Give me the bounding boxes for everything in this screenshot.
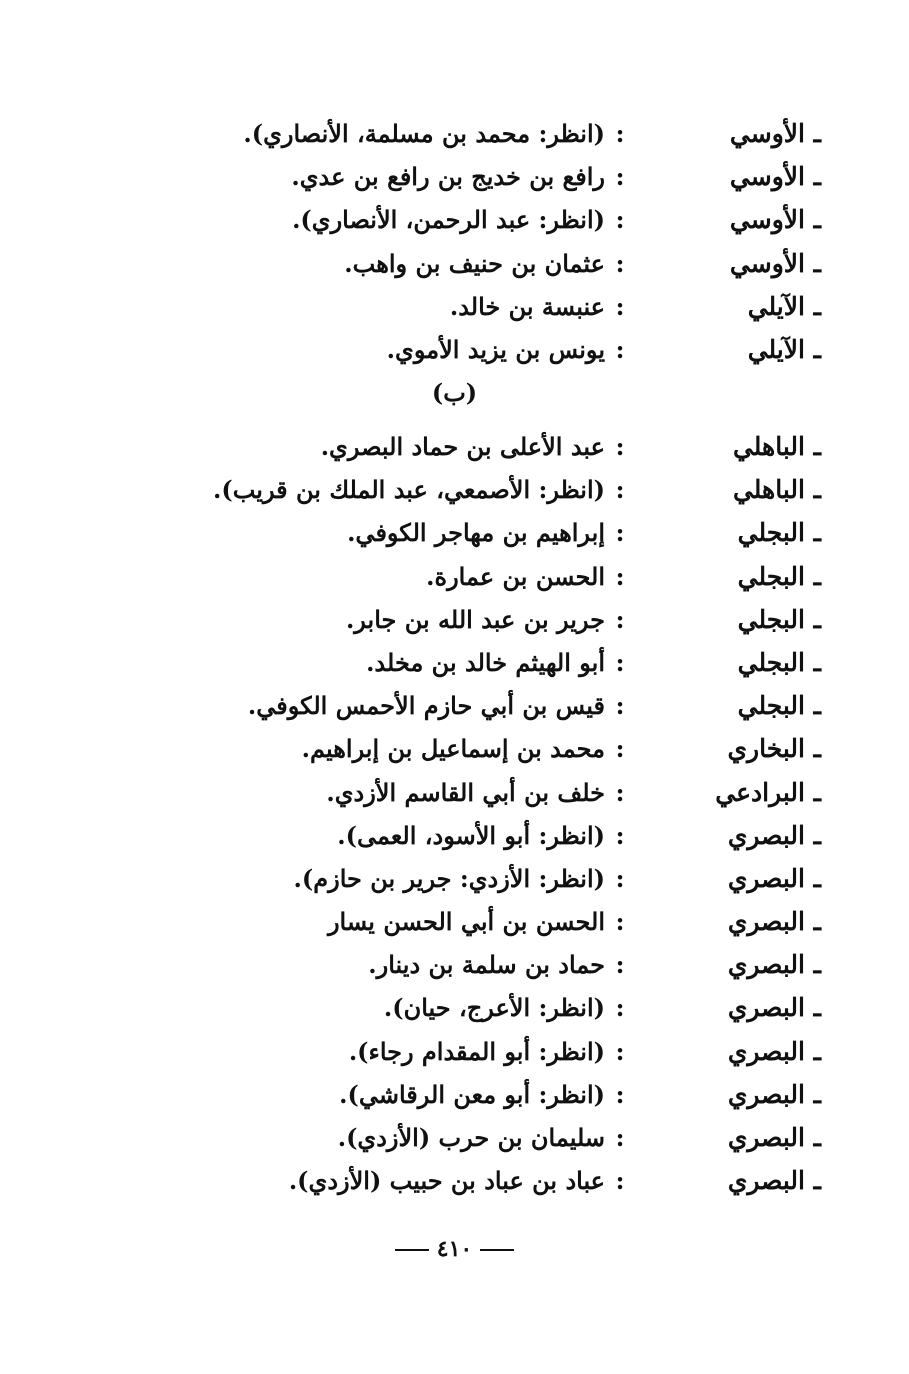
entry-colon: : — [615, 993, 625, 1023]
entry-nisba: ـ البصري — [727, 1123, 821, 1152]
entry-colon: : — [615, 291, 625, 321]
entry-name: (انظر: أبو الأسود، العمى). — [337, 820, 605, 850]
entry-colon: : — [615, 162, 625, 192]
page-number — [0, 1236, 909, 1262]
entry-colon: : — [615, 475, 625, 505]
entry-colon: : — [615, 777, 625, 807]
entry-name: سليمان بن حرب (الأزدي). — [337, 1123, 605, 1152]
entry-colon: : — [615, 1036, 625, 1066]
page-number-dash-left — [395, 1249, 429, 1251]
entry-nisba: ـ الأوسي — [729, 248, 821, 278]
entry-row — [81, 1030, 821, 1073]
entry-nisba: ـ البصري — [727, 950, 821, 980]
entry-row — [81, 1159, 821, 1202]
entry-name: جرير بن عبد الله بن جابر. — [345, 604, 605, 634]
entry-nisba: ـ البخاري — [727, 734, 821, 764]
entry-nisba: ـ البصري — [727, 1079, 821, 1109]
entry-colon: : — [615, 647, 625, 677]
entry-row — [81, 1073, 821, 1116]
entry-row — [81, 771, 821, 814]
entry-row — [81, 155, 821, 198]
entry-colon: : — [615, 604, 625, 634]
entry-colon: : — [615, 248, 625, 278]
entry-row — [81, 641, 821, 684]
entry-row — [81, 242, 821, 285]
entry-colon: : — [615, 907, 625, 937]
entry-nisba: ـ الأوسي — [729, 119, 821, 148]
entry-name: الحسن بن أبي الحسن يسار — [327, 907, 605, 937]
entry-colon: : — [615, 518, 625, 548]
entry-nisba: ـ البصري — [727, 1036, 821, 1066]
section-heading-ba: (ب) — [431, 378, 478, 407]
entry-row — [81, 986, 821, 1029]
entry-row — [81, 328, 821, 371]
entry-colon: : — [615, 432, 625, 461]
entry-colon: : — [615, 205, 625, 235]
entry-name: عثمان بن حنيف بن واهب. — [344, 248, 605, 278]
entry-name: (انظر: أبو معن الرقاشي). — [339, 1079, 605, 1109]
entries-section-ba — [81, 425, 821, 1202]
entry-nisba: ـ البجلي — [737, 647, 821, 677]
entry-row — [81, 943, 821, 986]
entry-row — [81, 285, 821, 328]
entry-colon: : — [615, 734, 625, 764]
entry-name: الحسن بن عمارة. — [426, 561, 605, 591]
entries-section-alif — [81, 112, 821, 371]
entry-colon: : — [615, 119, 625, 148]
entry-nisba: ـ الآيلي — [747, 334, 821, 364]
entry-name: (انظر: محمد بن مسلمة، الأنصاري). — [243, 119, 605, 148]
entry-row — [81, 468, 821, 511]
entry-row — [81, 112, 821, 155]
entry-nisba: ـ البجلي — [737, 691, 821, 721]
entry-nisba: ـ الأوسي — [729, 205, 821, 235]
page-number-value: ٤١٠ — [436, 1236, 473, 1262]
entry-nisba: ـ الآيلي — [747, 291, 821, 321]
entry-nisba: ـ البصري — [727, 863, 821, 893]
entry-name: عبد الأعلى بن حماد البصري. — [320, 432, 605, 461]
entry-colon: : — [615, 863, 625, 893]
entry-row — [81, 511, 821, 554]
entry-name: (انظر: الأصمعي، عبد الملك بن قريب). — [212, 475, 605, 505]
entry-colon: : — [615, 1166, 625, 1196]
entry-row — [81, 555, 821, 598]
entry-nisba: ـ البجلي — [737, 561, 821, 591]
entry-nisba: ـ الأوسي — [729, 162, 821, 192]
entry-name: (انظر: الأعرج، حيان). — [383, 993, 605, 1023]
entry-row — [81, 198, 821, 241]
entry-name: أبو الهيثم خالد بن مخلد. — [366, 647, 605, 677]
entry-name: (انظر: الأزدي: جرير بن حازم). — [293, 863, 605, 893]
entry-row — [81, 900, 821, 943]
entry-name: (انظر: أبو المقدام رجاء). — [348, 1036, 605, 1066]
entry-name: محمد بن إسماعيل بن إبراهيم. — [301, 734, 605, 764]
entry-colon: : — [615, 691, 625, 721]
entry-name: يونس بن يزيد الأموي. — [386, 334, 605, 364]
entry-row — [81, 857, 821, 900]
entry-colon: : — [615, 1079, 625, 1109]
entry-name: عنبسة بن خالد. — [449, 291, 605, 321]
entry-colon: : — [615, 820, 625, 850]
entry-colon: : — [615, 1123, 625, 1152]
entry-nisba: ـ البصري — [727, 907, 821, 937]
entry-row — [81, 598, 821, 641]
entry-name: خلف بن أبي القاسم الأزدي. — [326, 777, 605, 807]
entry-nisba: ـ البصري — [727, 993, 821, 1023]
entry-row — [81, 1116, 821, 1159]
entry-row — [81, 684, 821, 727]
entry-colon: : — [615, 950, 625, 980]
entry-nisba: ـ الباهلي — [732, 475, 821, 505]
entry-nisba: ـ البرادعي — [715, 777, 821, 807]
entry-name: رافع بن خديج بن رافع بن عدي. — [291, 162, 605, 192]
entry-row — [81, 425, 821, 468]
entry-name: عباد بن عباد بن حبيب (الأزدي). — [288, 1166, 605, 1196]
entry-name: إبراهيم بن مهاجر الكوفي. — [347, 518, 605, 548]
entry-name: قيس بن أبي حازم الأحمس الكوفي. — [247, 691, 605, 721]
entry-nisba: ـ البجلي — [737, 604, 821, 634]
entry-nisba: ـ البصري — [727, 1166, 821, 1196]
entry-row — [81, 814, 821, 857]
page-number-dash-right — [480, 1249, 514, 1251]
entry-nisba: ـ البصري — [727, 820, 821, 850]
entry-nisba: ـ الباهلي — [732, 432, 821, 461]
entry-name: حماد بن سلمة بن دينار. — [368, 950, 605, 980]
entry-name: (انظر: عبد الرحمن، الأنصاري). — [292, 205, 605, 235]
entry-colon: : — [615, 334, 625, 364]
entry-row — [81, 727, 821, 770]
entry-nisba: ـ البجلي — [737, 518, 821, 548]
entry-colon: : — [615, 561, 625, 591]
